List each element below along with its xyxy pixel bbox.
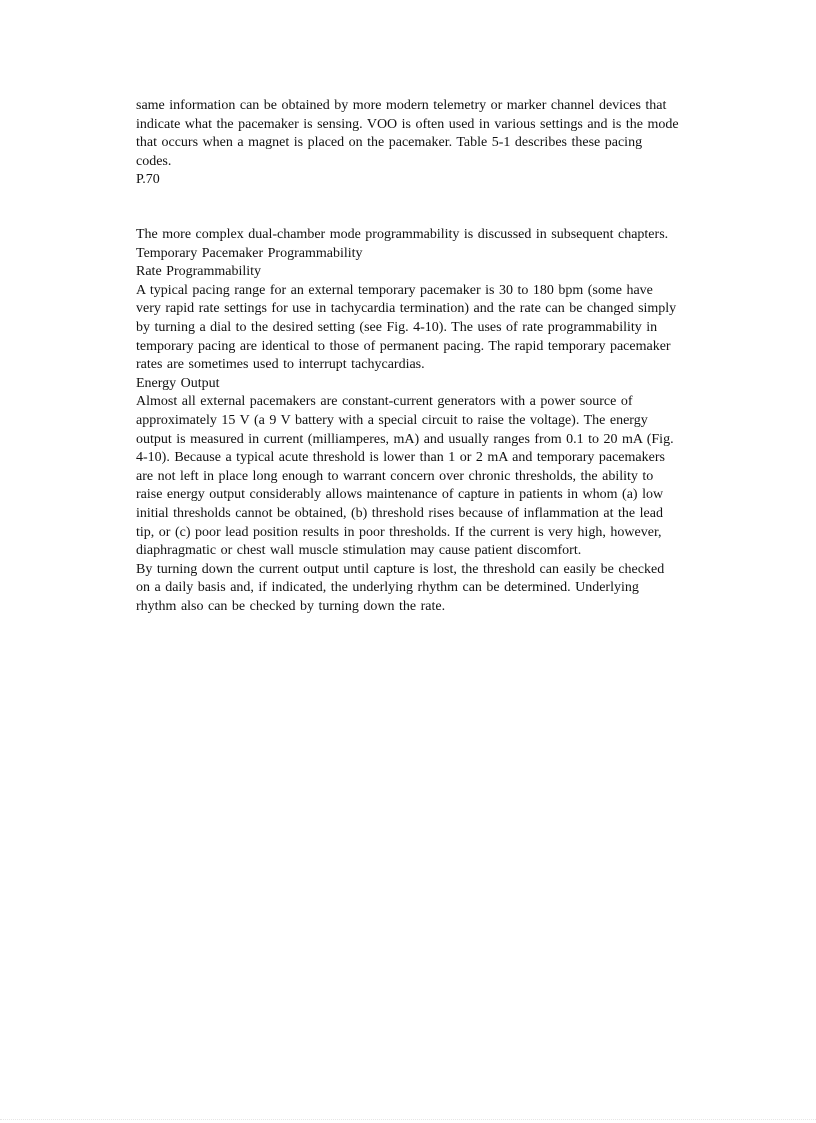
text-line: initial thresholds cannot be obtained, (b) threshold rises because of inflammation at the lead [136, 505, 663, 521]
text-block-intro [136, 97, 766, 190]
text-block-main [136, 226, 766, 616]
subsection-heading: Rate Programmability [136, 264, 262, 280]
text-line: indicate what the pacemaker is sensing. VOO is often used in various settings and is the mode [136, 116, 679, 132]
text-line: codes. [136, 153, 172, 169]
subsection-heading: Energy Output [136, 375, 220, 391]
text-line: are not left in place long enough to warrant concern over chronic thresholds, the ability to [136, 468, 654, 484]
text-line: rhythm also can be checked by turning down the rate. [136, 598, 446, 614]
text-line: 4-10). Because a typical acute threshold is lower than 1 or 2 mA and temporary pacemakers [136, 450, 665, 466]
text-line: output is measured in current (milliamperes, mA) and usually ranges from 0.1 to 20 mA (Fig. [136, 431, 674, 447]
text-line: Almost all external pacemakers are constant-current generators with a power source of [136, 394, 633, 410]
text-line: approximately 15 V (a 9 V battery with a special circuit to raise the voltage). The energy [136, 412, 648, 428]
text-line: tip, or (c) poor lead position results in poor thresholds. If the current is very high, however, [136, 524, 662, 540]
text-line: on a daily basis and, if indicated, the underlying rhythm can be determined. Underlying [136, 580, 639, 596]
text-line: A typical pacing range for an external temporary pacemaker is 30 to 180 bpm (some have [136, 282, 653, 298]
text-line: rates are sometimes used to interrupt tachycardias. [136, 357, 425, 373]
text-line: that occurs when a magnet is placed on the pacemaker. Table 5-1 describes these pacing [136, 135, 643, 151]
text-line: By turning down the current output until capture is lost, the threshold can easily be checked [136, 561, 665, 577]
text-line: The more complex dual-chamber mode programmability is discussed in subsequent chapters. [136, 227, 669, 242]
text-line: temporary pacing are identical to those of permanent pacing. The rapid temporary pacemaker [136, 338, 671, 354]
text-line: same information can be obtained by more modern telemetry or marker channel devices that [136, 98, 667, 113]
page-number-label: P.70 [136, 172, 160, 188]
page-bottom-divider [0, 1119, 816, 1120]
text-line: diaphragmatic or chest wall muscle stimulation may cause patient discomfort. [136, 543, 582, 559]
text-line: very rapid rate settings for use in tachycardia termination) and the rate can be changed simply [136, 301, 677, 317]
section-heading: Temporary Pacemaker Programmability [136, 245, 363, 261]
text-line: raise energy output considerably allows maintenance of capture in patients in whom (a) low [136, 487, 664, 503]
text-line: by turning a dial to the desired setting (see Fig. 4-10). The uses of rate programmability in [136, 319, 658, 335]
